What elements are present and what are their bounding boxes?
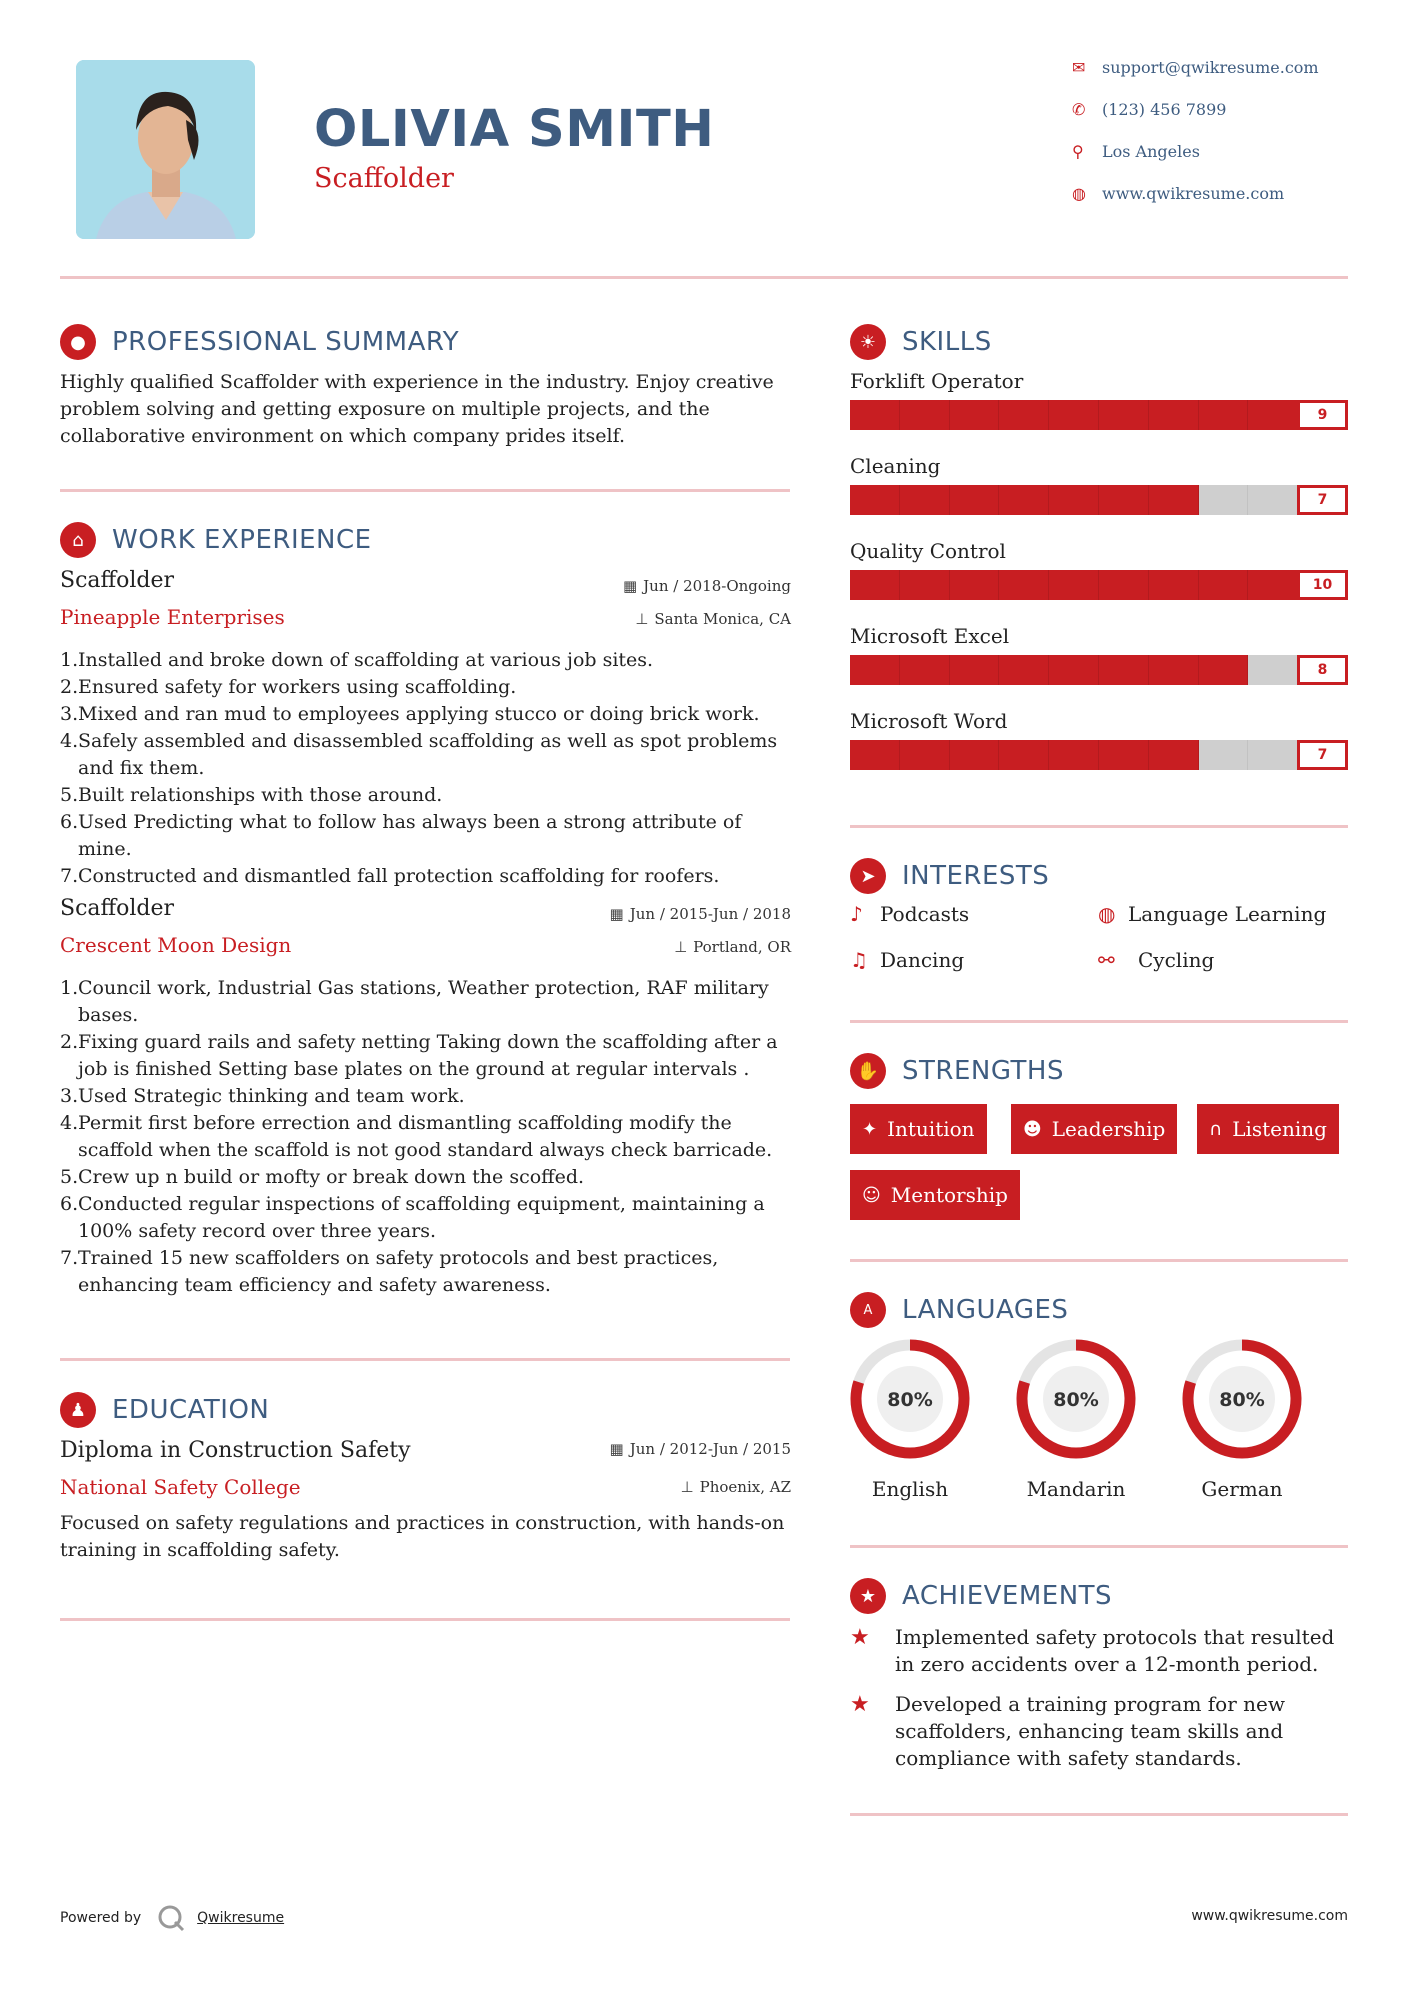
skill-segment [1049,570,1099,600]
skill-item [850,539,1348,624]
job-company: Crescent Moon Design [60,933,292,957]
achievements-heading: ACHIEVEMENTS [902,1581,1113,1611]
strength-label: Listening [1232,1117,1327,1141]
skill-segment [850,655,900,685]
profile-photo [76,60,255,239]
globe-icon: ◍ [1072,184,1086,203]
contact-phone[interactable] [1072,100,1382,119]
strengths-header [850,1053,1064,1089]
microphone-icon: ♪ [850,902,863,926]
job-location-text: Portland, OR [693,938,791,956]
job-duties-list [60,647,800,890]
star-badge-icon: ★ [850,1578,886,1614]
summary-header [60,324,459,360]
summary-divider [60,489,790,492]
skill-segment [1248,485,1298,515]
job-location [480,610,791,628]
header-divider [60,276,1348,279]
list-item: 3. Mixed and ran mud to employees applying stucco or doing brick work. [60,703,760,725]
list-item: 5. Crew up n build or mofty or break down the scoffed. [60,1166,585,1188]
job-location [480,938,791,956]
skill-segment [950,570,1000,600]
language-item [1177,1334,1307,1501]
magic-wand-icon: ✦ [862,1118,878,1140]
skill-segment [1049,485,1099,515]
skill-segment [950,485,1000,515]
skill-level: 7 [1297,740,1348,770]
candidate-name: OLIVIA SMITH [314,100,715,159]
hand-icon: ✋ [850,1053,886,1089]
shooting-star-icon: ★ [850,1625,870,1650]
language-percent: 80% [1219,1389,1265,1411]
achievement-item [850,1624,1350,1678]
calendar-icon: ▦ [609,905,624,923]
skill-item [850,454,1348,539]
skill-segment [850,485,900,515]
list-item: 5. Built relationships with those around. [60,784,443,806]
skill-segment [999,485,1049,515]
job-company: Pineapple Enterprises [60,605,285,629]
skill-name: Microsoft Excel [850,624,1010,648]
headphones-icon: ∩ [1209,1118,1223,1140]
skill-segment [999,570,1049,600]
interest-item [1098,948,1214,972]
skill-bar [850,655,1348,685]
skill-segment [850,570,900,600]
job-date-text: Jun / 2018-Ongoing [643,577,791,595]
skills-heading: SKILLS [902,327,992,357]
languages-divider [850,1545,1348,1548]
achievements-header [850,1578,1112,1614]
strength-badge [1011,1104,1177,1154]
strength-label: Intuition [887,1117,975,1141]
skill-bar [850,485,1348,515]
language-item [845,1334,975,1501]
skill-segment [950,740,1000,770]
calendar-icon: ▦ [622,577,638,595]
education-heading: EDUCATION [112,1395,270,1425]
interest-item [850,902,969,926]
contact-location-text: Los Angeles [1102,142,1200,161]
skill-segment [999,655,1049,685]
strength-badge [850,1170,1020,1220]
skill-segment [1099,570,1149,600]
skill-segment [1149,485,1199,515]
achievement-text: Implemented safety protocols that resulted in zero accidents over a 12-month period. [895,1625,1335,1676]
achievement-text: Developed a training program for new scaffolders, enhancing team skills and compliance with safety standards. [895,1692,1285,1770]
education-degree: Diploma in Construction Safety [60,1438,411,1463]
list-item: 1. Council work, Industrial Gas stations, Weather protection, RAF military bases. [60,977,769,1026]
skill-segment [1248,740,1298,770]
job-title: Scaffolder [60,896,175,921]
skill-segment [1199,655,1249,685]
strengths-heading: STRENGTHS [902,1056,1064,1086]
job-duties-list [60,975,800,1299]
user-icon: ● [60,324,96,360]
interest-label: Cycling [1138,948,1215,972]
list-item: 1. Installed and broke down of scaffolding at various job sites. [60,649,654,671]
education-date [480,1440,791,1458]
language-item [1011,1334,1141,1501]
languages-header [850,1292,1068,1328]
education-location [480,1478,791,1496]
education-date-text: Jun / 2012-Jun / 2015 [629,1440,791,1458]
education-school: National Safety College [60,1475,301,1499]
list-item: 4. Safely assembled and disassembled scaffolding as well as spot problems and fix them. [60,730,778,779]
skill-segment [850,400,900,430]
skill-segment [1199,400,1249,430]
interest-label: Language Learning [1128,902,1327,926]
skill-segment [1248,655,1298,685]
contact-email[interactable] [1072,58,1382,77]
skill-segment [1199,570,1249,600]
list-item: 7. Trained 15 new scaffolders on safety protocols and best practices, enhancing team efficiency and safety awareness. [60,1247,719,1296]
skill-segment [1248,400,1298,430]
skill-name: Microsoft Word [850,709,1008,733]
candidate-title: Scaffolder [314,163,454,194]
skill-segment [1049,400,1099,430]
language-icon: A [850,1292,886,1328]
strength-badge [850,1104,987,1154]
interest-label: Podcasts [880,902,970,926]
language-label: German [1201,1477,1283,1501]
skill-bar [850,400,1348,430]
calendar-icon: ▦ [609,1440,624,1458]
interest-item [1098,902,1326,926]
skill-level: 8 [1297,655,1348,685]
qwikresume-logo-icon [157,1904,185,1932]
shooting-star-icon: ★ [850,1692,870,1717]
envelope-icon: ✉ [1072,58,1086,77]
bicycle-icon: ⚯ [1098,948,1115,972]
skill-level: 9 [1297,400,1348,430]
globe-icon: ◍ [1098,902,1116,926]
education-header [60,1392,269,1428]
contact-location [1072,142,1382,161]
skill-segment [900,570,950,600]
languages-heading: LANGUAGES [902,1295,1069,1325]
contact-phone-text: (123) 456 7899 [1102,100,1227,119]
interests-heading: INTERESTS [902,861,1050,891]
map-pin-icon: ⚲ [1072,142,1084,161]
skill-name: Cleaning [850,454,941,478]
education-text: Focused on safety regulations and practices in construction, with hands-on training in scaffolding safety. [60,1512,785,1561]
skill-segment [1099,485,1149,515]
skill-segment [850,740,900,770]
skill-segment [1149,400,1199,430]
achievements-divider [850,1813,1348,1816]
skill-segment [1049,655,1099,685]
skill-bar [850,570,1348,600]
brand-link[interactable]: Qwikresume [197,1910,285,1926]
skill-segment [1049,740,1099,770]
strengths-divider [850,1259,1348,1262]
language-label: Mandarin [1026,1477,1126,1501]
skill-segment [900,740,950,770]
skill-segment [900,400,950,430]
experience-heading: WORK EXPERIENCE [112,525,372,555]
interest-item [850,948,964,972]
skill-item [850,624,1348,709]
strength-badge [1197,1104,1339,1154]
list-item: 4. Permit first before errection and dismantling scaffolding modify the scaffold when the scaffold is not good standard always check barricade. [60,1112,773,1161]
skill-bar [850,740,1348,770]
skills-header [850,324,992,360]
paper-plane-icon: ➤ [850,858,886,894]
skill-segment [1099,655,1149,685]
lightbulb-icon: ☀ [850,324,886,360]
skill-segment [999,740,1049,770]
music-note-icon: ♫ [850,948,868,972]
language-label: English [871,1477,949,1501]
skill-level: 7 [1297,485,1348,515]
pushpin-icon: ⊥ [635,610,649,628]
language-percent: 80% [1053,1389,1099,1411]
list-item: 3. Used Strategic thinking and team work. [60,1085,465,1107]
summary-text: Highly qualified Scaffolder with experience in the industry. Enjoy creative problem solving and getting exposure on multiple projects, and the collaborative environment on which company prides itself. [60,371,774,447]
job-date [480,905,791,923]
language-ring [1011,1334,1141,1464]
users-icon: ☻ [1023,1118,1042,1140]
job-title: Scaffolder [60,568,175,593]
skill-segment [1248,570,1298,600]
list-item: 6. Conducted regular inspections of scaffolding equipment, maintaining a 100% safety record over three years. [60,1193,765,1242]
skill-segment [900,655,950,685]
skill-segment [1149,570,1199,600]
list-item: 2. Fixing guard rails and safety netting Taking down the scaffolding after a job is finished Setting base plates on the ground at regular intervals . [60,1031,778,1080]
graduate-icon: ♟ [60,1392,96,1428]
skills-list [850,369,1348,794]
language-ring [1177,1334,1307,1464]
education-divider [60,1618,790,1621]
language-percent: 80% [887,1389,933,1411]
user-plus-icon: ☺ [862,1184,881,1206]
skill-segment [1099,400,1149,430]
skill-item [850,709,1348,794]
skill-segment [1149,655,1199,685]
education-location-text: Phoenix, AZ [699,1478,791,1496]
skill-segment [1199,485,1249,515]
contact-email-text: support@qwikresume.com [1102,58,1319,77]
skill-segment [1099,740,1149,770]
footer-url[interactable]: www.qwikresume.com [1191,1908,1348,1924]
contact-website[interactable] [1072,184,1382,203]
interests-divider [850,1020,1348,1023]
skill-segment [1149,740,1199,770]
strength-label: Mentorship [890,1183,1008,1207]
experience-header [60,522,372,558]
skill-name: Forklift Operator [850,369,1024,393]
experience-divider [60,1358,790,1361]
interest-label: Dancing [880,948,965,972]
pushpin-icon: ⊥ [680,1478,694,1496]
chair-icon: ⌂ [60,522,96,558]
skill-segment [900,485,950,515]
skill-segment [950,400,1000,430]
job-location-text: Santa Monica, CA [654,610,791,628]
footer-powered [60,1904,284,1932]
skill-item [850,369,1348,454]
list-item: 7. Constructed and dismantled fall protection scaffolding for roofers. [60,865,720,887]
job-date [480,577,791,595]
skill-segment [1199,740,1249,770]
summary-heading: PROFESSIONAL SUMMARY [112,327,460,357]
phone-icon: ✆ [1072,100,1086,119]
skill-segment [950,655,1000,685]
language-ring [845,1334,975,1464]
skills-divider [850,825,1348,828]
skill-name: Quality Control [850,539,1006,563]
interests-header [850,858,1049,894]
job-date-text: Jun / 2015-Jun / 2018 [629,905,791,923]
powered-by-text: Powered by [60,1910,142,1926]
achievement-item [850,1691,1350,1772]
list-item: 2. Ensured safety for workers using scaffolding. [60,676,517,698]
skill-segment [999,400,1049,430]
list-item: 6. Used Predicting what to follow has always been a strong attribute of mine. [60,811,742,860]
contact-website-text: www.qwikresume.com [1102,184,1285,203]
strength-label: Leadership [1051,1117,1166,1141]
skill-level: 10 [1297,570,1348,600]
pushpin-icon: ⊥ [674,938,688,956]
